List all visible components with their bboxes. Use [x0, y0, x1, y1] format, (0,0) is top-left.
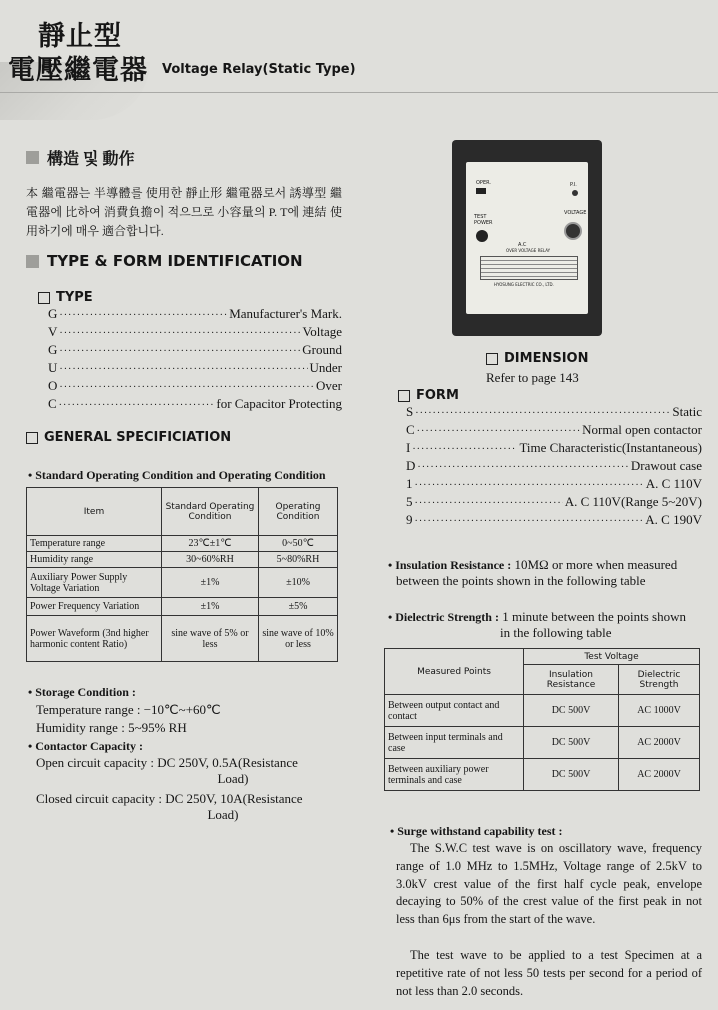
leader-dots — [415, 480, 644, 491]
form-row — [406, 512, 702, 530]
table-header-cell: Test Voltage — [524, 649, 700, 665]
table-cell: DC 500V — [524, 695, 619, 727]
form-row — [406, 422, 702, 440]
section-marker-icon — [26, 255, 39, 268]
header-rule — [0, 92, 718, 93]
table-header-cell: Dielectric Strength — [619, 665, 700, 695]
table-cell: Between input terminals and case — [385, 727, 524, 759]
form-row — [406, 476, 702, 494]
table-cell: 23℃±1℃ — [162, 536, 259, 552]
table-cell: 30~60%RH — [162, 552, 259, 568]
table-cell: sine wave of 5% or less — [162, 616, 259, 662]
form-list — [406, 404, 702, 530]
page-title-korean-line2: 電壓繼電器 — [8, 55, 148, 85]
contactor-closed-line2: Load) — [207, 807, 239, 822]
table-header-row — [385, 649, 700, 665]
type-heading — [38, 290, 93, 305]
leader-dots — [59, 364, 307, 375]
leader-dots — [415, 498, 563, 509]
dielectric-label: • Dielectric Strength : — [388, 610, 499, 624]
surge-heading: • Surge withstand capability test : — [390, 824, 563, 838]
table-cell: Power Waveform (3nd higher harmonic content Ratio) — [27, 616, 162, 662]
structure-body: 本 繼電器는 半導體를 使用한 靜止形 繼電器로서 誘導型 繼電器에 比하여 消費負擔이 적으므로 小容量의 P. T에 連結 使用하기에 매우 適合합니다. — [26, 186, 342, 238]
table-cell: Auxiliary Power Supply Voltage Variation — [27, 568, 162, 598]
form-row — [406, 440, 702, 458]
dimension-ref: Refer to page 143 — [486, 370, 579, 385]
section-dimension-title: DIMENSION — [504, 351, 589, 366]
form-value: A. C 190V — [645, 512, 702, 527]
table-header-cell: Measured Points — [385, 649, 524, 695]
test-voltage-table — [384, 648, 700, 791]
leader-dots — [59, 328, 300, 339]
storage-humidity: Humidity range : 5~95% RH — [36, 720, 187, 735]
type-row — [48, 360, 342, 378]
table-cell: AC 2000V — [619, 727, 700, 759]
type-key: G — [48, 306, 58, 321]
leader-dots — [59, 382, 314, 393]
section-general — [26, 430, 231, 445]
form-value: A. C 110V — [645, 476, 702, 491]
type-key: V — [48, 324, 58, 339]
form-key: S — [406, 404, 414, 419]
form-key: D — [406, 458, 416, 473]
surge-paragraph-1: The S.W.C test wave is on oscillatory wave, frequency range of 1.0 MHz to 1.5MHz, Voltage range of 2.5kV to 3.0kV crest value of the first half cycle peak, envelope decaying to 50% of the crest value of the first peak in not less than 6μs from the start of the wave. — [396, 841, 702, 927]
insulation-text2: between the points shown in the following table — [396, 573, 646, 588]
checkbox-icon — [486, 353, 498, 365]
type-value: Under — [309, 360, 342, 375]
table-header-cell: Operating Condition — [259, 488, 338, 536]
form-row — [406, 494, 702, 512]
section-dimension — [486, 351, 588, 366]
type-key: C — [48, 396, 57, 411]
device-label-ac: A.C — [518, 242, 527, 248]
table-row — [27, 552, 338, 568]
leader-dots — [415, 408, 670, 419]
type-heading-label: TYPE — [56, 290, 93, 305]
table-cell: Between output contact and contact — [385, 695, 524, 727]
table-cell: DC 500V — [524, 759, 619, 791]
type-key: O — [48, 378, 58, 393]
section-type-form-title: TYPE & FORM IDENTIFICATION — [47, 252, 303, 270]
type-row — [48, 396, 342, 414]
power-label: POWER — [474, 220, 493, 226]
pi-lamp-icon — [572, 190, 578, 196]
form-key: 9 — [406, 512, 413, 527]
form-value: A. C 110V(Range 5~20V) — [564, 494, 702, 509]
type-value: Over — [316, 378, 342, 393]
table-cell: DC 500V — [524, 727, 619, 759]
page-title-english: Voltage Relay(Static Type) — [162, 62, 356, 77]
table-header-cell: Item — [27, 488, 162, 536]
table-cell: Humidity range — [27, 552, 162, 568]
test-label: TEST — [474, 214, 487, 220]
device-label-voltage: VOLTAGE — [564, 210, 587, 216]
table-row — [27, 536, 338, 552]
test-button-icon — [476, 230, 488, 242]
leader-dots — [59, 310, 227, 321]
form-value: Static — [672, 404, 702, 419]
page-title-korean-line1: 靜止型 — [38, 21, 122, 51]
table-row — [27, 568, 338, 598]
insulation-label: • Insulation Resistance : — [388, 558, 512, 572]
table-header-row — [27, 488, 338, 536]
dielectric-block — [388, 609, 702, 641]
table-cell: 0~50℃ — [259, 536, 338, 552]
type-value: Manufacturer's Mark. — [229, 306, 342, 321]
type-key: G — [48, 342, 58, 357]
section-type-form — [26, 252, 303, 270]
table-cell: AC 2000V — [619, 759, 700, 791]
leader-dots — [415, 516, 644, 527]
checkbox-icon — [398, 390, 410, 402]
type-key: U — [48, 360, 58, 375]
table-cell: ±10% — [259, 568, 338, 598]
table-cell: ±1% — [162, 598, 259, 616]
oper-indicator-icon — [476, 188, 486, 194]
table-cell: Between auxiliary power terminals and case — [385, 759, 524, 791]
insulation-text1: 10MΩ or more when measured — [514, 557, 678, 572]
voltage-dial-icon — [564, 222, 582, 240]
leader-dots — [417, 462, 629, 473]
form-row — [406, 404, 702, 422]
contactor-closed — [36, 791, 340, 823]
type-value: Ground — [302, 342, 342, 357]
relay-front-panel — [466, 162, 588, 314]
table-cell: AC 1000V — [619, 695, 700, 727]
section-marker-icon — [26, 151, 39, 164]
table-row — [385, 727, 700, 759]
type-row — [48, 342, 342, 360]
form-row — [406, 458, 702, 476]
section-structure-title: 構造 및 動作 — [47, 151, 135, 168]
table-cell: Power Frequency Variation — [27, 598, 162, 616]
checkbox-icon — [26, 432, 38, 444]
checkbox-icon — [38, 292, 50, 304]
storage-heading: • Storage Condition : — [28, 685, 136, 699]
relay-device-image — [452, 140, 602, 336]
insulation-block — [388, 557, 702, 589]
device-label-maker: HYOSUNG ELECTRIC CO., LTD. — [494, 282, 554, 287]
type-value: for Capacitor Protecting — [216, 396, 342, 411]
table-header-cell: Standard Operating Condition — [162, 488, 259, 536]
surge-paragraph-2: The test wave to be applied to a test Specimen at a repetitive rate of not less 50 tests per second for a period of not less than 2.0 seconds. — [396, 948, 702, 998]
form-key: I — [406, 440, 411, 455]
condition-table — [26, 487, 338, 662]
table-cell: Temperature range — [27, 536, 162, 552]
form-value: Normal open contactor — [582, 422, 702, 437]
form-value: Drawout case — [630, 458, 702, 473]
dielectric-text1: 1 minute between the points shown — [502, 609, 686, 624]
form-value: Time Characteristic(Instantaneous) — [519, 440, 702, 455]
contactor-heading: • Contactor Capacity : — [28, 739, 143, 753]
table-cell: 5~80%RH — [259, 552, 338, 568]
device-label-pi: P.I. — [570, 182, 577, 188]
table-row — [385, 695, 700, 727]
device-label-relay: OVER VOLTAGE RELAY — [506, 248, 551, 253]
leader-dots — [412, 444, 517, 455]
table-header-cell: Insulation Resistance — [524, 665, 619, 695]
table-row — [385, 759, 700, 791]
contactor-open-line2: Load) — [217, 771, 249, 786]
type-list — [48, 306, 342, 414]
section-general-title: GENERAL SPECIFICIATION — [44, 430, 232, 445]
table-row — [27, 616, 338, 662]
device-label-oper: OPER. — [476, 180, 491, 186]
table-cell: sine wave of 10% or less — [259, 616, 338, 662]
dielectric-text2: in the following table — [500, 625, 612, 640]
contactor-open-line1: Open circuit capacity : DC 250V, 0.5A(Resistance — [36, 755, 298, 770]
section-form-title: FORM — [416, 388, 459, 403]
type-row — [48, 306, 342, 324]
table-cell: ±5% — [259, 598, 338, 616]
form-key: 1 — [406, 476, 413, 491]
table-cell: ±1% — [162, 568, 259, 598]
contactor-closed-line1: Closed circuit capacity : DC 250V, 10A(Resistance — [36, 791, 303, 806]
device-label-test — [474, 214, 493, 226]
leader-dots — [417, 426, 580, 437]
std-condition-heading: • Standard Operating Condition and Operating Condition — [28, 468, 326, 482]
nameplate-icon — [480, 256, 578, 280]
type-value: Voltage — [302, 324, 342, 339]
type-row — [48, 378, 342, 396]
section-form — [398, 388, 459, 403]
type-row — [48, 324, 342, 342]
form-key: 5 — [406, 494, 413, 509]
table-row — [27, 598, 338, 616]
leader-dots — [59, 400, 215, 411]
leader-dots — [59, 346, 300, 357]
storage-temp: Temperature range : −10℃~+60℃ — [36, 702, 221, 717]
contactor-open — [36, 755, 340, 787]
section-structure — [26, 146, 134, 169]
form-key: C — [406, 422, 415, 437]
